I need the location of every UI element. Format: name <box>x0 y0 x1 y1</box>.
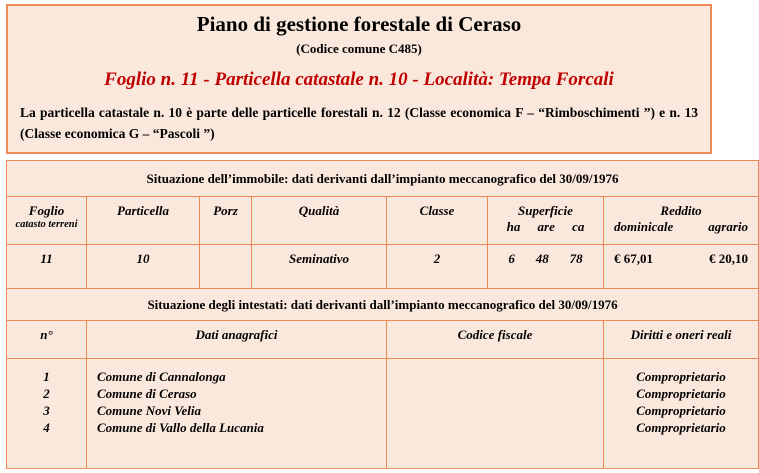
owner-right: Comproprietario <box>636 420 726 435</box>
parcel-subtitle: Foglio n. 11 - Particella catastale n. 10 - Località: Tempa Forcali <box>104 69 614 90</box>
row-particella: 10 <box>87 245 200 289</box>
row-foglio: 11 <box>7 245 87 289</box>
parcel-description: La particella catastale n. 10 è parte delle particelle forestali n. 12 (Classe economica F – “Rimboschimenti ”) e n. 13 (Classe economica G – “Pascoli ”) <box>20 105 698 141</box>
document-header <box>6 4 712 154</box>
owner-name: Comune Novi Velia <box>97 403 202 418</box>
agrario-label: agrario <box>708 219 749 234</box>
owner-right: Comproprietario <box>636 369 726 384</box>
municipality-code: (Codice comune C485) <box>296 41 422 56</box>
foglio-sublabel: catasto terreni <box>15 219 78 230</box>
owner-name: Comune di Vallo della Lucania <box>97 420 264 435</box>
header-dati-anagrafici: Dati anagrafici <box>87 321 387 359</box>
row-reddito <box>604 245 759 289</box>
owner-names <box>87 359 387 469</box>
header-classe: Classe <box>387 197 488 245</box>
superficie-label: Superficie <box>518 203 573 218</box>
ha-label: ha <box>506 219 521 234</box>
are-label: are <box>537 219 555 234</box>
owner-right: Comproprietario <box>636 403 726 418</box>
row-are: 48 <box>535 251 549 266</box>
row-classe: 2 <box>387 245 488 289</box>
owner-numbers <box>7 359 87 469</box>
owner-rights <box>604 359 759 469</box>
header-codice-fiscale: Codice fiscale <box>387 321 604 359</box>
header-diritti: Diritti e oneri reali <box>604 321 759 359</box>
row-ca: 78 <box>569 251 583 266</box>
row-dominicale: € 67,01 <box>614 251 653 266</box>
owner-number: 3 <box>43 403 50 418</box>
owner-name: Comune di Ceraso <box>97 386 197 401</box>
header-porz: Porz <box>200 197 252 245</box>
header-reddito <box>604 197 759 245</box>
foglio-label: Foglio <box>28 203 65 218</box>
owner-name: Comune di Cannalonga <box>97 369 226 384</box>
row-superficie <box>488 245 604 289</box>
cadastral-table <box>6 160 759 469</box>
header-particella: Particella <box>87 197 200 245</box>
ca-label: ca <box>572 219 585 234</box>
owner-number: 2 <box>43 386 50 401</box>
owner-codes <box>387 359 604 469</box>
row-porz <box>200 245 252 289</box>
property-section-title: Situazione dell’immobile: dati derivanti dall’impianto meccanografico del 30/09/1976 <box>7 161 759 197</box>
row-agrario: € 20,10 <box>709 251 749 266</box>
document-title: Piano di gestione forestale di Ceraso <box>196 12 522 36</box>
owner-number: 1 <box>43 369 50 384</box>
owner-right: Comproprietario <box>636 386 726 401</box>
row-qualita: Seminativo <box>252 245 387 289</box>
owner-number: 4 <box>43 420 50 435</box>
header-n: n° <box>7 321 87 359</box>
header-qualita: Qualità <box>252 197 387 245</box>
reddito-label: Reddito <box>660 203 702 218</box>
row-ha: 6 <box>508 251 515 266</box>
owners-section-title: Situazione degli intestati: dati derivanti dall’impianto meccanografico del 30/09/1976 <box>7 289 759 321</box>
header-foglio <box>7 197 87 245</box>
dominicale-label: dominicale <box>614 219 674 234</box>
header-superficie <box>488 197 604 245</box>
